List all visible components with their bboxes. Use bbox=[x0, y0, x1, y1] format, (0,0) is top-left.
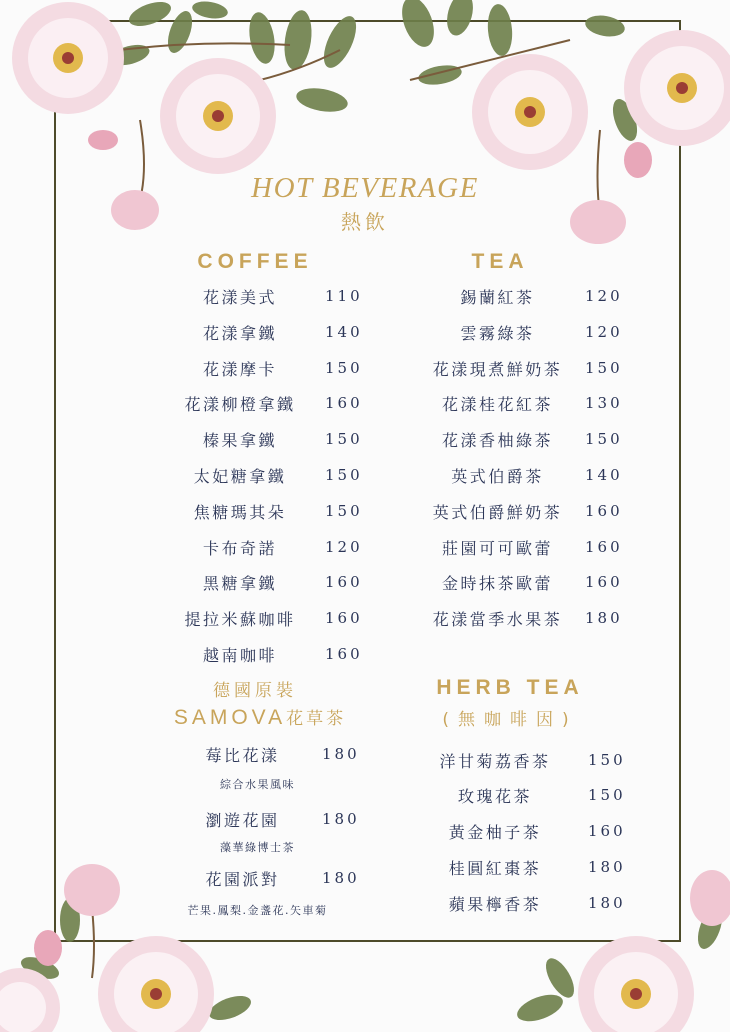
menu-item bbox=[0, 892, 730, 914]
menu-item-name: 卡布奇諾 bbox=[202, 538, 277, 558]
menu-item-price: 160 bbox=[588, 822, 626, 840]
menu-item-name: 莓比花漾 bbox=[205, 746, 280, 765]
menu-item bbox=[0, 392, 730, 414]
menu-item-name: 金時抹茶歐蕾 bbox=[441, 574, 553, 594]
samova-suffix: 花草茶 bbox=[286, 709, 347, 729]
tea-header: TEA bbox=[471, 250, 529, 273]
menu-item-price: 140 bbox=[325, 322, 363, 341]
menu-item-name: 焦糖瑪其朵 bbox=[193, 502, 287, 522]
menu-item-price: 180 bbox=[322, 869, 360, 887]
menu-item-price: 150 bbox=[588, 751, 626, 769]
menu-item-name: 玫瑰花茶 bbox=[457, 787, 532, 806]
menu-item-price: 160 bbox=[585, 537, 623, 556]
menu-item-name: 英式伯爵茶 bbox=[451, 467, 544, 486]
herb-tea-header: HERB TEA bbox=[436, 676, 584, 699]
coffee-header: COFFEE bbox=[197, 250, 313, 273]
menu-item-name: 桂圓紅棗茶 bbox=[448, 859, 542, 878]
menu-item-name: 雲霧綠茶 bbox=[460, 323, 535, 343]
menu-item-name: 花園派對 bbox=[205, 870, 280, 889]
menu-item-price: 160 bbox=[325, 573, 363, 592]
menu-item-name: 莊園可可歐蕾 bbox=[441, 538, 553, 558]
samova-header bbox=[140, 704, 380, 730]
menu-item-price: 160 bbox=[325, 609, 363, 628]
menu-item-price: 150 bbox=[585, 358, 623, 377]
menu-item-name: 榛果拿鐵 bbox=[202, 431, 277, 451]
menu-item-price: 180 bbox=[322, 745, 360, 763]
menu-item-name: 提拉米蘇咖啡 bbox=[184, 610, 296, 630]
menu-item-price: 180 bbox=[588, 858, 626, 876]
menu-item-name: 太妃糖拿鐵 bbox=[193, 467, 287, 486]
menu-item-name: 花漾拿鐵 bbox=[202, 323, 277, 343]
menu-item-price: 160 bbox=[325, 394, 363, 413]
menu-item-name: 花漾摩卡 bbox=[202, 359, 277, 379]
menu-item-name: 花漾香柚綠茶 bbox=[441, 431, 553, 451]
menu-item-name: 花漾現煮鮮奶茶 bbox=[432, 359, 563, 379]
menu-item bbox=[0, 643, 730, 665]
menu-item-price: 120 bbox=[585, 287, 623, 305]
menu-item-name: 花漾美式 bbox=[202, 288, 277, 307]
menu-item-price: 150 bbox=[325, 501, 363, 520]
menu-item bbox=[0, 820, 730, 842]
menu-item-price: 160 bbox=[585, 573, 623, 592]
menu-item-price: 150 bbox=[325, 430, 363, 449]
menu-item-price: 150 bbox=[585, 430, 623, 449]
menu-item-name: 黑糖拿鐵 bbox=[202, 574, 277, 594]
samova-brand: SAMOVA bbox=[173, 706, 287, 729]
menu-item bbox=[0, 607, 730, 629]
menu-item-name: 花漾當季水果茶 bbox=[432, 610, 563, 630]
menu-subtitle: 熱飲 bbox=[341, 210, 389, 234]
menu-item-price: 160 bbox=[585, 501, 623, 520]
menu-item-price: 120 bbox=[585, 322, 623, 341]
menu-item-price: 180 bbox=[322, 810, 360, 828]
menu-item bbox=[0, 321, 730, 343]
menu-item bbox=[0, 285, 730, 307]
menu-item-name: 洋甘菊荔香茶 bbox=[439, 752, 551, 771]
menu-item-name: 錫蘭紅茶 bbox=[460, 288, 535, 307]
menu-item bbox=[0, 500, 730, 522]
menu-item-name: 蘋果檸香茶 bbox=[448, 895, 542, 914]
menu-item-name: 英式伯爵鮮奶茶 bbox=[432, 502, 563, 522]
menu-item-note: 藻華綠博士茶 bbox=[220, 841, 295, 854]
menu-item-name: 瀏遊花園 bbox=[205, 811, 280, 830]
herb-tea-subheader: (無咖啡因) bbox=[442, 710, 578, 730]
menu-item bbox=[0, 428, 730, 450]
menu-item bbox=[0, 536, 730, 558]
menu-item-name: 越南咖啡 bbox=[202, 646, 277, 665]
menu-item-note: 芒果.鳳梨.金盞花.矢車菊 bbox=[187, 904, 328, 917]
menu-item bbox=[0, 571, 730, 593]
menu-item-price: 140 bbox=[585, 466, 623, 484]
menu-item bbox=[0, 856, 730, 878]
menu-item-price: 150 bbox=[325, 358, 363, 377]
menu-item-price: 180 bbox=[588, 894, 626, 912]
menu-title: HOT BEVERAGE bbox=[251, 172, 479, 204]
menu-item-name: 花漾桂花紅茶 bbox=[441, 395, 553, 415]
menu-item-name: 花漾柳橙拿鐵 bbox=[184, 395, 296, 415]
menu-item-price: 120 bbox=[325, 537, 363, 556]
menu-item bbox=[0, 357, 730, 379]
menu-item-name: 黃金柚子茶 bbox=[448, 823, 542, 842]
menu-item-price: 160 bbox=[325, 645, 363, 663]
menu-item bbox=[0, 749, 730, 771]
menu-item-price: 180 bbox=[585, 609, 623, 628]
menu-item bbox=[0, 784, 730, 806]
menu-item-note: 綜合水果風味 bbox=[220, 778, 295, 791]
menu-item bbox=[0, 464, 730, 486]
menu-item-price: 150 bbox=[588, 786, 626, 804]
samova-origin-label: 德國原裝 bbox=[213, 681, 297, 701]
menu-item-price: 130 bbox=[585, 394, 623, 413]
menu-item-price: 150 bbox=[325, 466, 363, 484]
menu-item-price: 110 bbox=[325, 287, 363, 305]
